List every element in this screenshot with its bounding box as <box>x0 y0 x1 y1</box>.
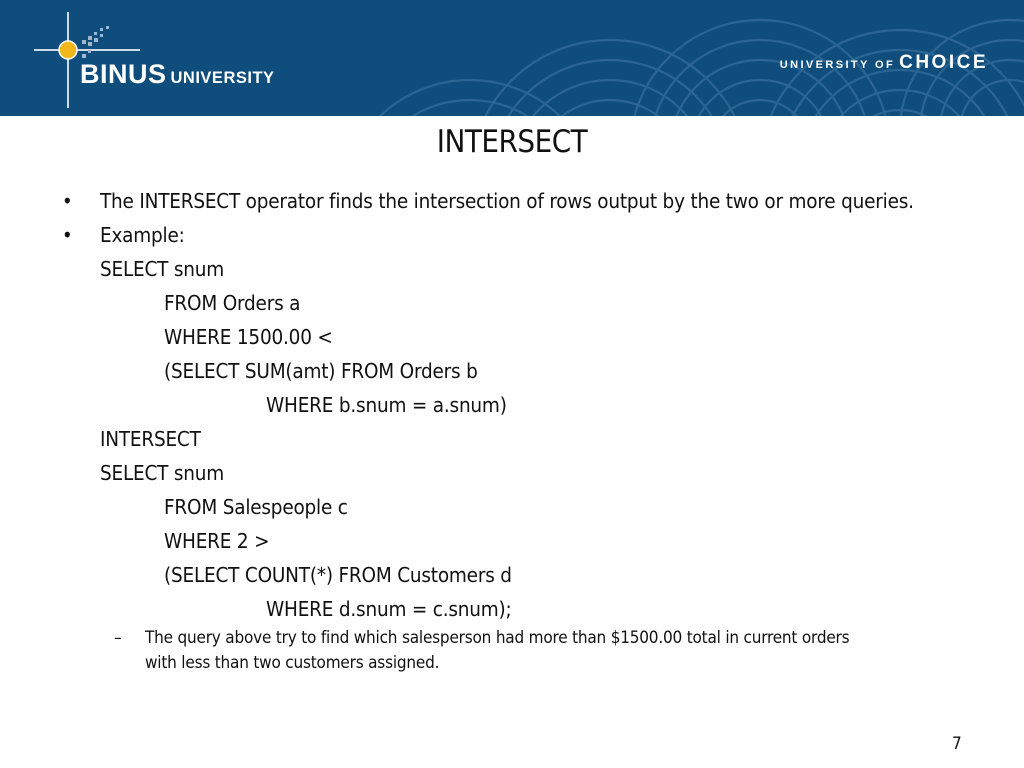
code-line: WHERE 1500.00 < <box>164 325 333 349</box>
code-line: FROM Salespeople c <box>164 495 348 519</box>
logo-wordmark <box>80 59 275 90</box>
code-line: SELECT snum <box>100 461 225 485</box>
tagline-choice: CHOICE <box>899 52 988 73</box>
bullet-text: The INTERSECT operator finds the intersection of rows output by the two or more queries. <box>100 189 914 213</box>
code-line: INTERSECT <box>100 427 201 451</box>
bullet-text: Example: <box>100 223 185 247</box>
tagline-prefix: UNIVERSITY OF <box>779 59 896 71</box>
bullet-marker: • <box>62 223 73 247</box>
sub-bullet-text: The query above try to find which salesperson had more than $1500.00 total in current orders <box>145 628 850 648</box>
code-line: WHERE 2 > <box>164 529 270 553</box>
sub-bullet-text: with less than two customers assigned. <box>145 653 440 673</box>
sub-bullet-marker: – <box>114 628 122 648</box>
logo-sub-text: UNIVERSITY <box>170 69 275 87</box>
code-line: FROM Orders a <box>164 291 301 315</box>
header-banner <box>0 0 1024 116</box>
code-line: WHERE d.snum = c.snum); <box>266 597 512 621</box>
code-line: (SELECT COUNT(*) FROM Customers d <box>164 563 512 587</box>
logo-main-text: BINUS <box>80 59 167 89</box>
code-line: WHERE b.snum = a.snum) <box>266 393 507 417</box>
tagline <box>780 52 988 74</box>
slide-title: INTERSECT <box>436 124 588 160</box>
bullet-marker: • <box>62 189 73 213</box>
code-line: SELECT snum <box>100 257 225 281</box>
page-number: 7 <box>952 734 962 754</box>
code-line: (SELECT SUM(amt) FROM Orders b <box>164 359 478 383</box>
